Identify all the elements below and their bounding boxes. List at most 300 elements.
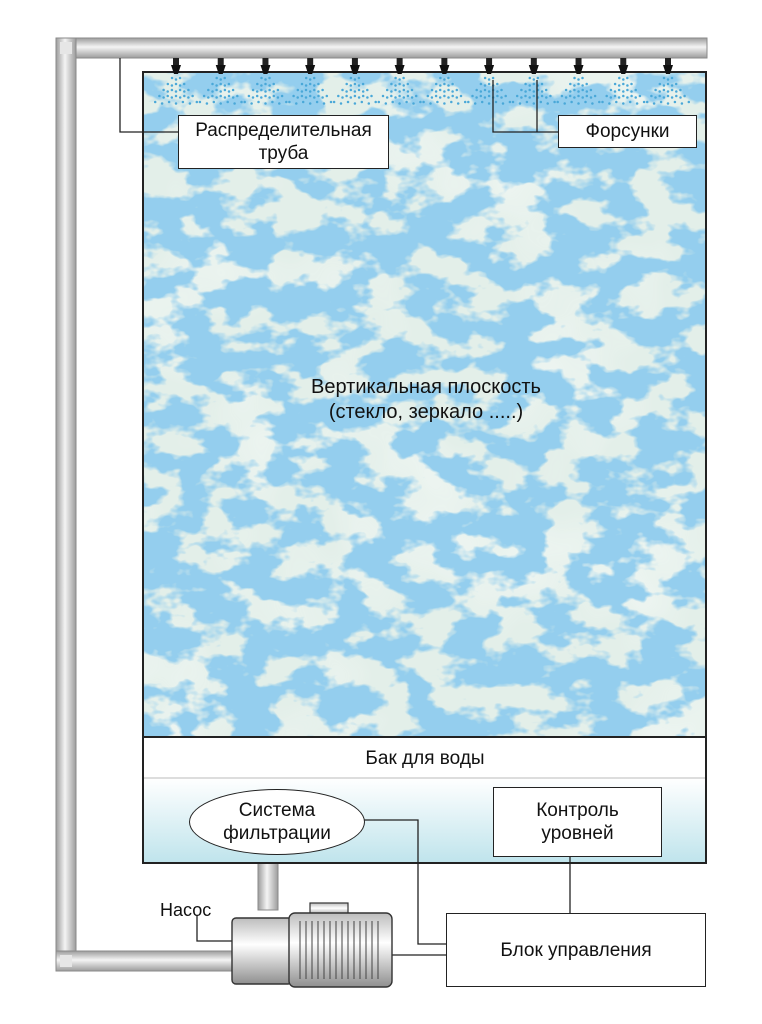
spray-drop [219,95,222,98]
spray-drop [264,78,267,81]
spray-drop [471,95,474,98]
spray-drop [317,95,320,98]
spray-drop [407,83,410,86]
spray-drop [634,89,637,92]
filtration-label-line1: Система [238,800,316,821]
spray-drop [281,95,284,98]
spray-drop [354,83,357,86]
spray-drop [553,101,556,104]
spray-drop [345,95,348,98]
spray-drop [671,84,674,87]
spray-drop [350,96,353,99]
spray-drop [228,90,231,93]
spray-drop [622,78,625,81]
spray-drop [492,77,495,80]
spray-drop [526,101,529,104]
spray-drop [301,95,304,98]
spray-drop [614,83,617,86]
spray-drop [688,101,691,104]
spray-drop [598,101,601,104]
spray-drop [622,95,625,98]
spray-drop [654,89,657,92]
spray-drop [667,83,670,86]
spray-drop [481,101,484,104]
spray-drop [667,78,670,81]
spray-drop [361,101,364,104]
spray-drop [362,83,365,86]
spray-drop [175,95,178,98]
spray-drop [608,102,611,105]
spray-drop [435,83,438,86]
spray-drop [162,89,165,92]
spray-drop [573,84,576,87]
spray-drop [605,95,608,98]
spray-drop [630,83,633,86]
spray-drop [626,77,629,80]
spray-drop [475,96,478,99]
spray-drop [333,101,336,104]
spray-drop [257,101,260,104]
spray-drop [189,102,192,105]
spray-drop [313,89,316,92]
level-control-line2: уровней [541,823,614,844]
spray-drop [264,95,267,98]
spray-drop [585,83,588,86]
spray-drop [398,90,401,93]
spray-drop [488,95,491,98]
spray-drop [350,89,353,92]
spray-drop [232,89,235,92]
spray-drop [358,96,361,99]
spray-drop [626,89,629,92]
spray-drop [447,84,450,87]
spray-drop [321,89,324,92]
spray-drop [659,83,662,86]
spray-drop [546,102,549,105]
spray-drop [443,83,446,86]
spray-drop [268,84,271,87]
spray-drop [439,84,442,87]
spray-drop [412,102,415,105]
spray-drop [636,102,639,105]
spray-drop [166,90,169,93]
spray-drop [629,101,632,104]
spray-drop [679,96,682,99]
spray-drop [484,89,487,92]
spray-drop [226,101,229,104]
spray-drop [211,83,214,86]
spray-drop [590,89,593,92]
spray-drop [277,89,280,92]
spray-drop [368,102,371,105]
spray-drop [358,84,361,87]
spray-drop [219,90,222,93]
spray-drop [182,101,185,104]
spray-drop [341,96,344,99]
filtration-system-ellipse [189,789,365,855]
spray-drop [630,95,633,98]
spray-drop [207,89,210,92]
spray-drop [615,101,618,104]
pump-motor [232,903,392,987]
spray-drop [443,95,446,98]
water-tank-label: Бак для воды [365,748,485,769]
spray-drop [545,89,548,92]
spray-drop [520,89,523,92]
nozzles-label: Форсунки [558,115,697,148]
spray-drop [313,84,316,87]
spray-drop [626,96,629,99]
spray-drop [398,83,401,86]
spray-drop [285,101,288,104]
spray-drop [211,90,214,93]
spray-drop [278,102,281,105]
spray-drop [496,83,499,86]
spray-drop [191,95,194,98]
spray-drop [663,96,666,99]
spray-drop [256,95,259,98]
spray-drop [618,77,621,80]
spray-drop [260,77,263,80]
spray-drop [323,102,326,105]
spray-drop [183,83,186,86]
spray-drop [675,83,678,86]
spray-drop [545,96,548,99]
spray-drop [394,84,397,87]
spray-drop [496,95,499,98]
spray-drop [354,102,357,105]
spray-drop [358,77,361,80]
spray-drop [480,90,483,93]
spray-drop [658,95,661,98]
spray-drop [439,77,442,80]
spray-drop [614,90,617,93]
spray-drop [679,89,682,92]
spray-drop [524,90,527,93]
spray-drop [390,90,393,93]
spray-drop [382,95,385,98]
spray-drop [456,96,459,99]
spray-drop [488,102,491,105]
spray-drop [584,101,587,104]
spray-drop [402,77,405,80]
spray-drop [171,84,174,87]
spray-drop [350,84,353,87]
spray-drop [435,95,438,98]
spray-drop [362,90,365,93]
spray-drop [488,83,491,86]
spray-drop [260,96,263,99]
level-control-box [493,787,662,857]
spray-drop [630,90,633,93]
spray-drop [366,96,369,99]
spray-drop [475,89,478,92]
spray-drop [594,95,597,98]
spray-drop [622,102,625,105]
spray-drop [277,96,280,99]
spray-drop [570,101,573,104]
spray-drop [671,89,674,92]
spray-drop [407,95,410,98]
spray-drop [354,78,357,81]
spray-drop [533,95,536,98]
spray-drop [309,102,312,105]
spray-drop [610,89,613,92]
spray-drop [168,101,171,104]
spray-drop [402,84,405,87]
spray-drop [260,89,263,92]
spray-drop [563,102,566,105]
spray-drop [667,102,670,105]
spray-drop [224,89,227,92]
spray-drop [674,101,677,104]
spray-drop [447,89,450,92]
spray-drop [622,90,625,93]
spray-drop [524,83,527,86]
spray-drop [541,95,544,98]
spray-drop [549,95,552,98]
spray-drop [500,96,503,99]
spray-drop [502,102,505,105]
spray-drop [488,90,491,93]
spray-drop [187,96,190,99]
spray-drop [271,101,274,104]
spray-drop [681,102,684,105]
spray-drop [577,78,580,81]
spray-drop [175,78,178,81]
spray-drop [601,101,604,104]
spray-drop [326,95,329,98]
spray-drop [577,95,580,98]
spray-drop [419,101,422,104]
vertical-plane-label-line2: (стекло, зеркало .....) [328,401,524,423]
spray-drop [272,83,275,86]
spray-drop [500,89,503,92]
spray-drop [626,84,629,87]
spray-drop [162,96,165,99]
spray-drop [305,89,308,92]
spray-drop [671,77,674,80]
spray-drop [215,96,218,99]
spray-drop [390,95,393,98]
distribution-pipe-label: Распределительная труба [178,115,389,169]
spray-drop [581,96,584,99]
spray-drop [436,101,439,104]
spray-drop [541,83,544,86]
spray-drop [509,101,512,104]
spray-drop [660,101,663,104]
spray-drop [467,101,470,104]
spray-drop [565,89,568,92]
spray-drop [309,90,312,93]
spray-drop [495,101,498,104]
spray-drop [614,95,617,98]
spray-drop [403,89,406,92]
spray-drop [341,89,344,92]
spray-drop [390,83,393,86]
spray-drop [233,102,236,105]
spray-drop [161,102,164,105]
spray-drop [435,90,438,93]
spray-drop [484,77,487,80]
spray-drop [248,95,251,98]
spray-drop [171,96,174,99]
spray-drop [569,83,572,86]
spray-drop [443,102,446,105]
spray-drop [183,90,186,93]
spray-drop [639,95,642,98]
vertical-plane-label [256,375,596,425]
spray-drop [250,102,253,105]
spray-drop [427,95,430,98]
spray-drop [464,101,467,104]
spray-drop [154,101,157,104]
spray-drop [675,90,678,93]
spray-drop [309,83,312,86]
spray-drop [362,95,365,98]
spray-drop [313,77,316,80]
spray-drop [431,89,434,92]
spray-drop [232,96,235,99]
spray-drop [317,90,320,93]
spray-drop [340,102,343,105]
spray-drop [175,83,178,86]
spray-drop [228,95,231,98]
spray-drop [403,96,406,99]
spray-drop [309,78,312,81]
spray-drop [512,101,515,104]
spray-drop [556,101,559,104]
spray-drop [671,96,674,99]
spray-drop [653,102,656,105]
spray-drop [256,90,259,93]
spray-drop [223,77,226,80]
spray-drop [520,96,523,99]
spray-drop [398,102,401,105]
spray-drop [569,95,572,98]
spray-drop [288,101,291,104]
spray-drop [591,102,594,105]
spray-drop [394,77,397,80]
spray-drop [577,102,580,105]
spray-drop [398,78,401,81]
spray-drop [183,95,186,98]
spray-drop [528,89,531,92]
spray-drop [292,95,295,98]
spray-drop [537,77,540,80]
spray-drop [577,83,580,86]
spray-drop [488,78,491,81]
spray-drop [264,90,267,93]
spray-drop [411,89,414,92]
spray-drop [439,96,442,99]
spray-drop [394,96,397,99]
spray-drop [643,101,646,104]
spray-drop [474,102,477,105]
spray-drop [268,96,271,99]
spray-drop [565,96,568,99]
spray-drop [581,89,584,92]
spray-drop [431,96,434,99]
spray-drop [561,95,564,98]
spray-drop [215,89,218,92]
spray-drop [443,78,446,81]
spray-drop [179,89,182,92]
spray-drop [415,95,418,98]
spray-drop [484,96,487,99]
spray-drop [301,83,304,86]
spray-drop [447,96,450,99]
spray-drop [179,77,182,80]
spray-drop [386,96,389,99]
spray-drop [618,96,621,99]
spray-drop [309,95,312,98]
spray-drop [590,96,593,99]
spray-drop [264,102,267,105]
spray-drop [330,101,333,104]
spray-drop [663,84,666,87]
spray-drop [411,96,414,99]
spray-drop [213,101,216,104]
spray-drop [345,83,348,86]
spray-drop [573,77,576,80]
spray-drop [378,101,381,104]
spray-drop [316,101,319,104]
spray-drop [273,95,276,98]
spray-drop [480,83,483,86]
spray-drop [533,78,536,81]
control-unit-box: Блок управления [446,913,706,987]
spray-drop [405,101,408,104]
spray-drop [171,89,174,92]
vertical-plane-label-line1: Вертикальная плоскость [311,376,541,398]
spray-drop [573,96,576,99]
spray-drop [457,102,460,105]
level-control-line1: Контроль [536,800,619,821]
spray-drop [634,96,637,99]
spray-drop [350,77,353,80]
spray-drop [187,89,190,92]
spray-drop [158,95,161,98]
spray-drop [207,96,210,99]
spray-drop [460,95,463,98]
spray-drop [663,89,666,92]
spray-drop [480,95,483,98]
spray-drop [581,77,584,80]
spray-drop [533,102,536,105]
spray-drop [407,90,410,93]
spray-drop [305,96,308,99]
spray-drop [667,95,670,98]
spray-drop [451,83,454,86]
spray-drop [528,84,531,87]
spray-drop [370,95,373,98]
pump-label: Насос [160,900,212,920]
spray-drop [581,84,584,87]
pump-riser-pipe [258,862,278,910]
spray-drop [667,90,670,93]
spray-drop [175,90,178,93]
spray-drop [240,101,243,104]
spray-drop [422,101,425,104]
spray-drop [386,89,389,92]
spray-drop [206,102,209,105]
spray-drop [358,89,361,92]
spray-drop [272,90,275,93]
spray-drop [347,101,350,104]
spray-drop [577,90,580,93]
spray-drop [337,95,340,98]
